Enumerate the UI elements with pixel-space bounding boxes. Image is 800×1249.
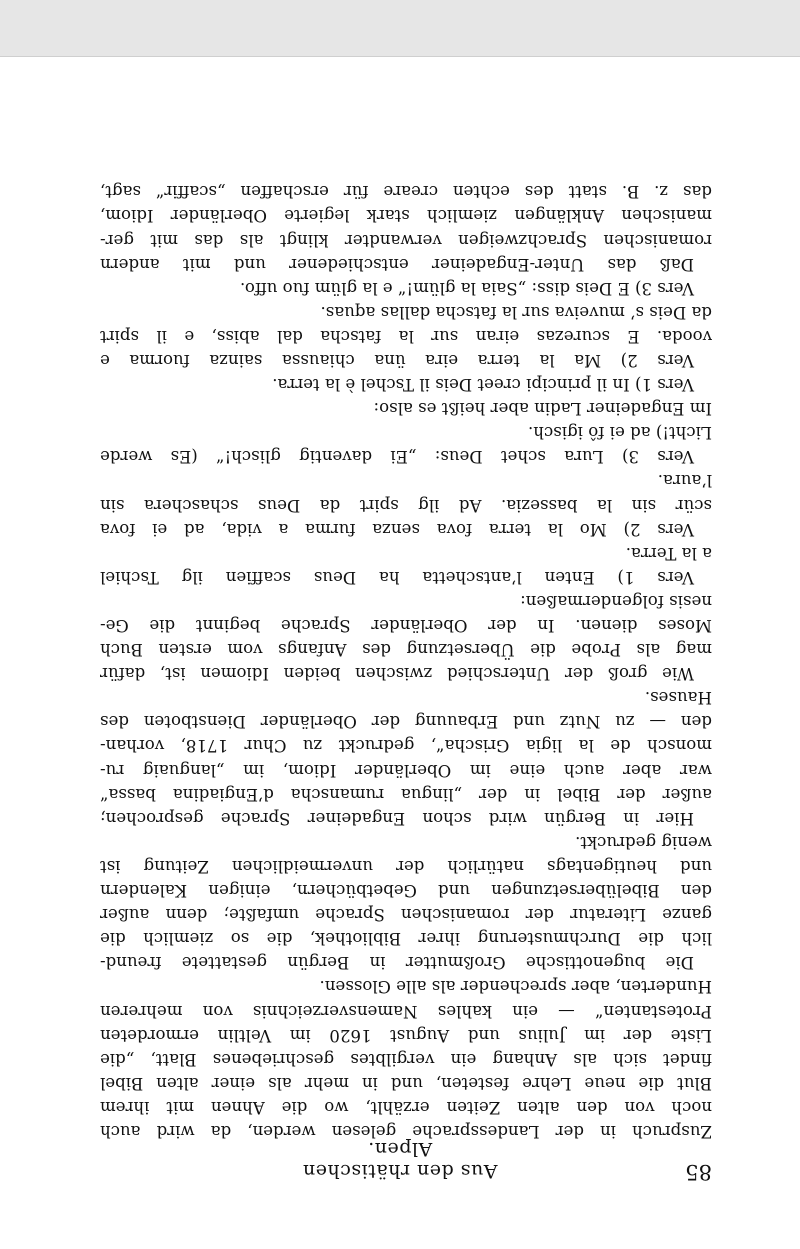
text-line: Vers 1) In il principi creet Deis il Tschel è la terra. xyxy=(272,375,694,395)
text-line: manischen Anklängen ziemlich stark legierte Oberländer Idiom, xyxy=(100,206,712,226)
text-line: und heutigentags natürlich der unvermeidlichen Zeitung ist xyxy=(100,856,712,876)
text-line: Vers 1) Enten l’antschetta ha Deus scaffien ilg Tschiel xyxy=(100,567,694,587)
text-line: nesis folgendermaßen: xyxy=(520,591,712,611)
text-line: Vers 2) Ma la terra eira üna chiaussa sainza fuorma e xyxy=(100,351,694,370)
text-line: l’aura. xyxy=(657,471,712,491)
running-head: Aus den rhätischen Alpen. xyxy=(302,1138,498,1182)
text-line: Protestanten“ — ein kahles Namensverzeichnis von mehreren xyxy=(100,1001,712,1021)
text-line: da Deis s’ muveiva sur la fatscha dallas aquas. xyxy=(320,302,712,322)
text-line: lich die Durchmusterung ihrer Bibliothek, die so ziemlich die xyxy=(100,929,712,949)
text-line: romanischen Sprachzweigen verwandter klingt als das mit ger- xyxy=(100,230,712,250)
text-line: Wie groß der Unterschied zwischen beiden Idiomen ist, dafür xyxy=(100,664,694,684)
text-line: wenig gedruckt. xyxy=(575,832,712,852)
text-line: a la Terra. xyxy=(625,543,712,563)
text-line: Hier in Bergün wird schon Engadeiner Sprache gesprochen; xyxy=(100,808,694,828)
text-line: scür sin la bassezia. Ad ilg spirt da Deus schaschera sin xyxy=(100,495,712,515)
text-line: den Bibelübersetzungen und Gebetbüchern, einigen Kalendern xyxy=(100,881,712,901)
text-line: ganze Literatur der romanischen Sprache umfaßte; denn außer xyxy=(100,905,712,925)
text-line: Zuspruch in der Landessprache gelesen werden, da wird auch xyxy=(100,1122,712,1141)
text-line: Vers 3) Lura schet Deus: „Ei daventig glisch!“ (Es werde xyxy=(100,447,694,467)
text-line: außer der Bibel in der „lingua rumanscha d’Engiadina bassa“ xyxy=(100,784,712,804)
text-line: war aber auch eine im Oberländer Idiom, im „languaig ru- xyxy=(100,760,712,780)
text-line: Vers 2) Mo la terra fova senza furma a vida, ad ei fova xyxy=(100,519,694,539)
text-line: Blut die neue Lehre festeten, und in mehr als einer alten Bibel xyxy=(100,1073,712,1093)
text-line: vooda. E scurezas eiran sur la fatscha dal abiss, e il spirt xyxy=(100,326,712,346)
text-line: Vers 3) E Deis diss: „Saia la glüm!“ e la glüm fuo uffo. xyxy=(239,278,694,298)
text-line: Licht!) ad ei fô igisch. xyxy=(528,423,712,443)
text-line: monsch de la ligia Grischa“, gedruckt zu Chur 1718, vorhan- xyxy=(100,736,712,756)
text-line: Die bugenottische Großmutter in Bergün gestattete freund- xyxy=(100,953,694,973)
viewer-header-bar xyxy=(0,0,800,57)
text-line: Daß das Unter-Engadeiner entschiedener und mit andern xyxy=(100,254,694,274)
text-line: findet sich als Anhang ein vergilbtes geschriebenes Blatt, „die xyxy=(100,1049,712,1069)
text-line: noch von den alten Zeiten erzählt, wo die Ahnen mit ihrem xyxy=(100,1097,712,1117)
page-number: 85 xyxy=(685,1160,712,1184)
text-line: den — zu Nutz und Erbauung der Oberländer Dienstboten des xyxy=(100,712,712,732)
text-line: Moses dienen. In der Oberländer Sprache beginnt die Ge- xyxy=(100,616,712,636)
text-line: Liste der im Julius und August 1620 im Veltlin ermordeten xyxy=(100,1025,712,1045)
text-line: das z. B. statt des echten creare für erschaffen „scaffir“ sagt, xyxy=(100,182,712,202)
text-line: mag als Probe die Übersetzung des Anfangs vom ersten Buch xyxy=(100,640,712,660)
text-line: Im Engadeiner Ladin aber heißt es also: xyxy=(373,399,712,419)
text-line: Hunderten, aber sprechender als alle Glossen. xyxy=(319,977,712,997)
text-line: Hauses. xyxy=(644,688,712,708)
body-text xyxy=(100,179,712,1143)
